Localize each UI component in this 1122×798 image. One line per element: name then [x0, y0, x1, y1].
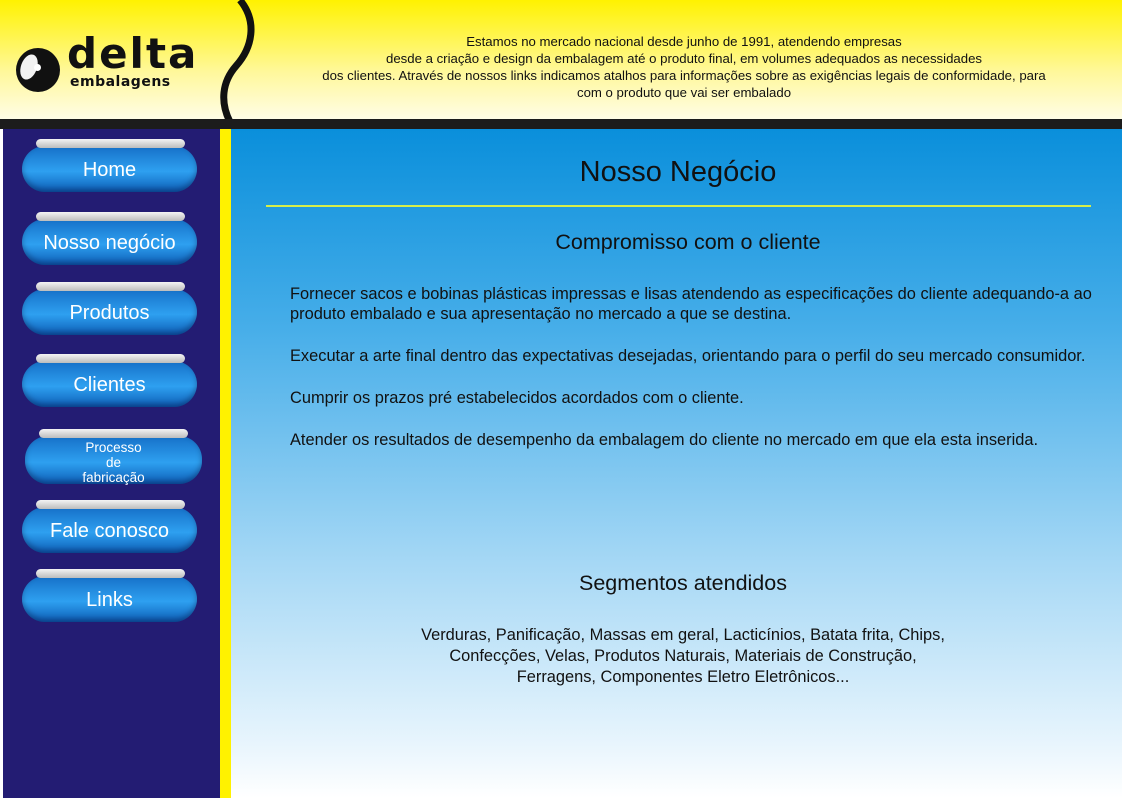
logo-word: delta: [67, 29, 199, 78]
segments-line: Verduras, Panificação, Massas em geral, Lacticínios, Batata frita, Chips,: [421, 626, 945, 644]
header-intro-line: dos clientes. Através de nossos links indicamos atalhos para informações sobre as exigências legais de conformidade, para: [322, 68, 1046, 83]
button-shine: [36, 500, 185, 509]
disc-hole: [34, 64, 41, 71]
commitment-item: Executar a arte final dentro das expectativas desejadas, orientando para o perfil do seu mercado consumidor.: [290, 347, 1086, 365]
header-divider-bar: [0, 119, 1122, 129]
commitment-item: Atender os resultados de desempenho da embalagem do cliente no mercado em que ela esta inserida.: [290, 431, 1039, 449]
logo-subtitle: embalagens: [70, 74, 171, 90]
nav-home-label: Home: [82, 159, 137, 181]
sidebar: [3, 129, 220, 798]
nav-fale-conosco-label: Fale conosco: [50, 520, 169, 542]
nav-processo-fabricacao-button[interactable]: [25, 436, 202, 484]
button-shine: [36, 569, 185, 578]
commitment-heading: Compromisso com o cliente: [555, 230, 821, 254]
header-swoosh: [196, 0, 276, 122]
button-shine: [36, 139, 185, 148]
header-intro-line: desde a criação e design da embalagem até o produto final, em volumes adequados as necessidades: [385, 51, 983, 66]
nav-produtos-button[interactable]: [22, 289, 197, 335]
segments-line: Confecções, Velas, Produtos Naturais, Materiais de Construção,: [449, 647, 917, 665]
segments-heading: Segmentos atendidos: [579, 571, 787, 595]
commitment-list: [290, 284, 1100, 472]
nav-clientes-button[interactable]: [22, 361, 197, 407]
header-intro: [258, 33, 1110, 101]
nav-produtos-label: Produtos: [69, 302, 150, 324]
nav-links-label: Links: [86, 589, 133, 611]
site-header: [0, 0, 1122, 119]
nav-clientes-label: Clientes: [73, 374, 146, 396]
sidebar-accent-stripe: [220, 129, 231, 798]
nav-nosso-negocio-label: Nosso negócio: [43, 232, 176, 254]
button-shine: [36, 282, 185, 291]
nav-fale-conosco-button[interactable]: [22, 507, 197, 553]
commitment-item: Cumprir os prazos pré estabelecidos acordados com o cliente.: [290, 389, 744, 407]
segments-line: Ferragens, Componentes Eletro Eletrônicos...: [516, 668, 850, 686]
button-shine: [36, 354, 185, 363]
delta-logo[interactable]: [12, 30, 202, 100]
commitment-item: Fornecer sacos e bobinas plásticas impressas e lisas atendendo as especificações do cliente adequando-a ao produto embalado e sua apresentação no mercado a que se destina.: [290, 285, 1092, 323]
nav-nosso-negocio-button[interactable]: [22, 219, 197, 265]
button-shine: [39, 429, 188, 438]
title-divider: [266, 205, 1091, 207]
nav-home-button[interactable]: [22, 146, 197, 192]
header-intro-line: com o produto que vai ser embalado: [576, 85, 792, 100]
segments-list: [355, 625, 1011, 688]
nav-links-button[interactable]: [22, 576, 197, 622]
button-shine: [36, 212, 185, 221]
nav-processo-fabricacao-label: Processo de fabricação: [82, 440, 145, 485]
page-title: Nosso Negócio: [579, 156, 777, 188]
header-intro-line: Estamos no mercado nacional desde junho de 1991, atendendo empresas: [466, 34, 902, 49]
